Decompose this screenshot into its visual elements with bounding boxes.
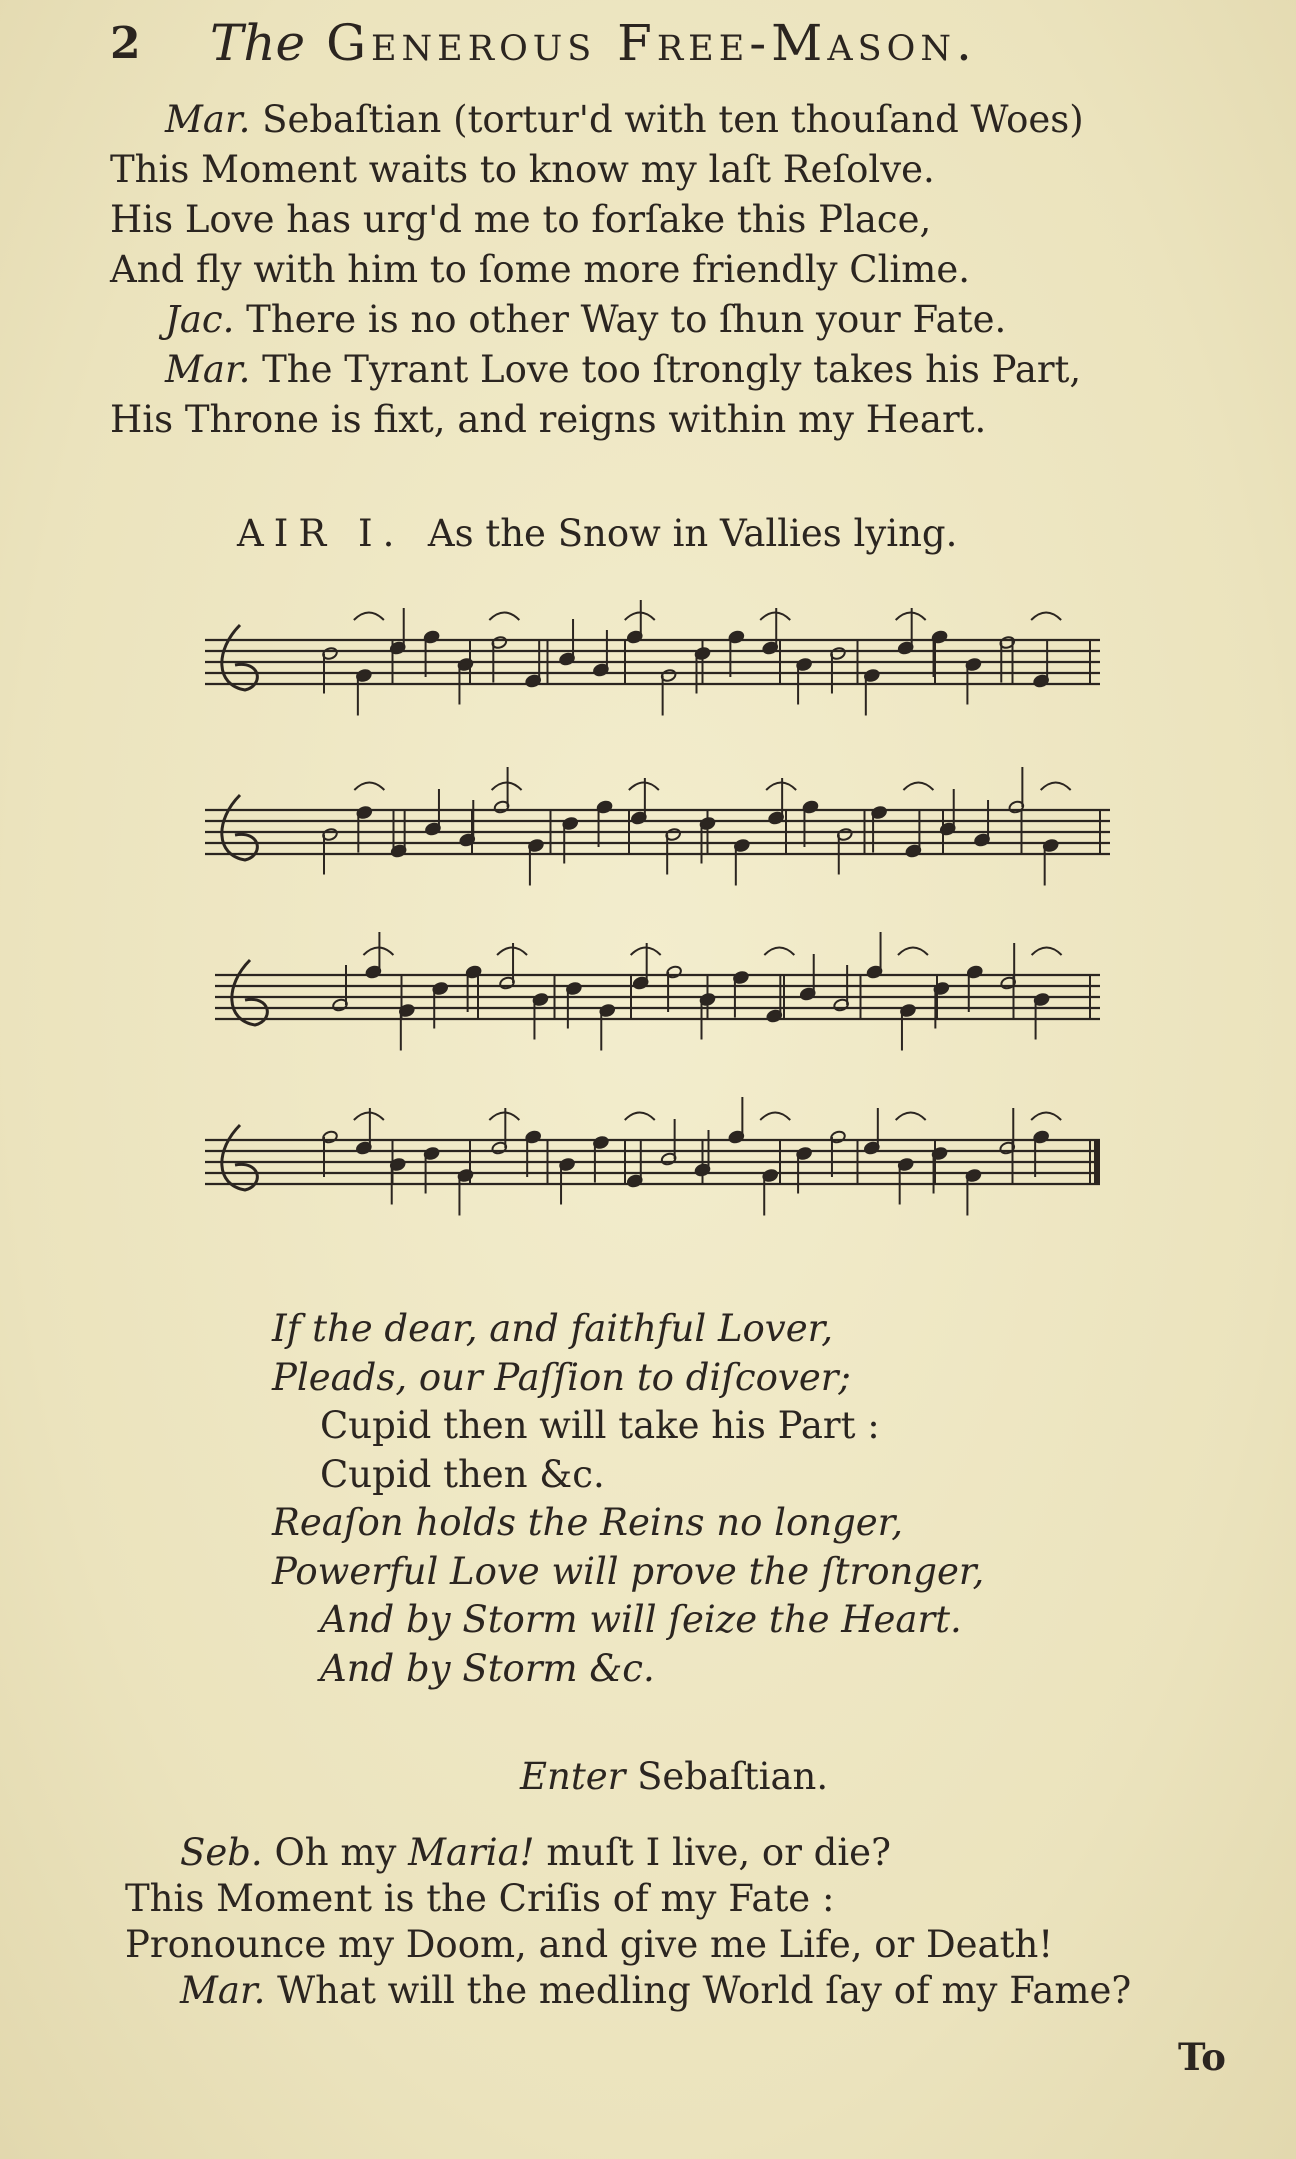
running-header	[110, 8, 1150, 78]
verse-line	[272, 1451, 1172, 1500]
line-text: And fly with him to ſome more friendly Clime.	[110, 248, 970, 291]
line-text: His Love has urg'd me to forſake this Place,	[110, 198, 932, 241]
verse-line: If the dear, and faithful Lover,	[272, 1307, 833, 1350]
verse-cupid-line: Cupid then will take his Part :	[320, 1404, 880, 1447]
line-text: This Moment waits to know my laſt Reſolve.	[110, 148, 935, 191]
verse-cupid-repeat: Cupid then &c.	[320, 1452, 605, 1496]
line-text: Pronounce my Doom, and give me Life, or Death!	[125, 1923, 1054, 1966]
slur-mark	[354, 783, 384, 791]
slur-mark	[760, 1113, 790, 1121]
line-text: Sebaſtian (tortur'd with ten thouſand Woes)	[262, 98, 1084, 141]
slur-mark	[1032, 948, 1062, 956]
speaker-name: Mar.	[165, 98, 251, 141]
air-heading	[237, 512, 957, 555]
slur-mark	[896, 1113, 926, 1121]
slur-mark	[1041, 783, 1071, 791]
addressee-name: Maria!	[408, 1831, 535, 1874]
final-bar-line	[1094, 1140, 1100, 1184]
dialogue-line	[125, 1922, 1275, 1968]
verse-line: And by Storm &c.	[320, 1646, 655, 1690]
air-label: AIR I.	[237, 512, 405, 555]
slur-mark	[903, 783, 933, 791]
stage-direction	[520, 1755, 828, 1798]
air-tune: As the Snow in Vallies lying.	[427, 512, 958, 555]
clef-icon	[222, 1125, 258, 1190]
dialogue-line	[110, 395, 1230, 445]
dialogue-line	[110, 95, 1230, 145]
enter-character: Sebaſtian.	[637, 1755, 829, 1798]
enter-word: Enter	[520, 1755, 626, 1798]
line-text: This Moment is the Criſis of my Fate :	[125, 1877, 835, 1920]
slur-mark	[354, 613, 384, 621]
clef-icon	[232, 960, 268, 1025]
clef-icon	[222, 625, 258, 690]
clef-icon	[222, 795, 258, 860]
verse-line: Reaſon holds the Reins no longer,	[272, 1501, 904, 1544]
slur-mark	[625, 1113, 655, 1121]
verse-line	[272, 1402, 1172, 1451]
line-text: There is no other Way to ſhun your Fate.	[246, 298, 1007, 341]
line-text: Oh my	[274, 1831, 397, 1874]
dialogue-line	[125, 1876, 1275, 1922]
dialogue-line	[110, 295, 1230, 345]
speaker-name: Mar.	[180, 1969, 266, 2012]
dialogue-line	[125, 1968, 1275, 2014]
dialogue-line	[110, 345, 1230, 395]
slur-mark	[1031, 1113, 1061, 1121]
dialogue-line	[110, 245, 1230, 295]
slur-mark	[764, 948, 794, 956]
dialogue-line	[110, 195, 1230, 245]
title-the: The	[210, 14, 306, 72]
slur-mark	[625, 613, 655, 621]
running-title	[210, 14, 977, 72]
slur-mark	[489, 613, 519, 621]
music-notation	[195, 600, 1125, 1260]
line-text: The Tyrant Love too ſtrongly takes his Part,	[262, 348, 1082, 391]
slur-mark	[1031, 613, 1061, 621]
verse-line: Powerful Love will prove the ſtronger,	[272, 1549, 985, 1593]
catchword: To	[1178, 2035, 1226, 2079]
dialogue-block-2	[125, 1830, 1275, 2014]
air-verse	[272, 1305, 1172, 1693]
verse-line: Pleads, our Paſſion to diſcover;	[272, 1355, 851, 1399]
dialogue-line	[125, 1830, 1275, 1876]
slur-mark	[898, 948, 928, 956]
line-text: What will the medling World ſay of my Fame?	[277, 1969, 1132, 2012]
speaker-name: Mar.	[165, 348, 251, 391]
speaker-name: Seb.	[180, 1831, 263, 1874]
slur-mark	[497, 948, 527, 956]
line-text: muſt I live, or die?	[546, 1831, 891, 1874]
dialogue-block-1	[110, 95, 1230, 445]
dialogue-line	[110, 145, 1230, 195]
page-number: 2	[110, 18, 141, 69]
verse-line: And by Storm will ſeize the Heart.	[320, 1598, 962, 1641]
title-rest: Generous Free-Mason.	[326, 14, 977, 72]
line-text: His Throne is fixt, and reigns within my Heart.	[110, 398, 987, 441]
speaker-name: Jac.	[165, 298, 235, 341]
